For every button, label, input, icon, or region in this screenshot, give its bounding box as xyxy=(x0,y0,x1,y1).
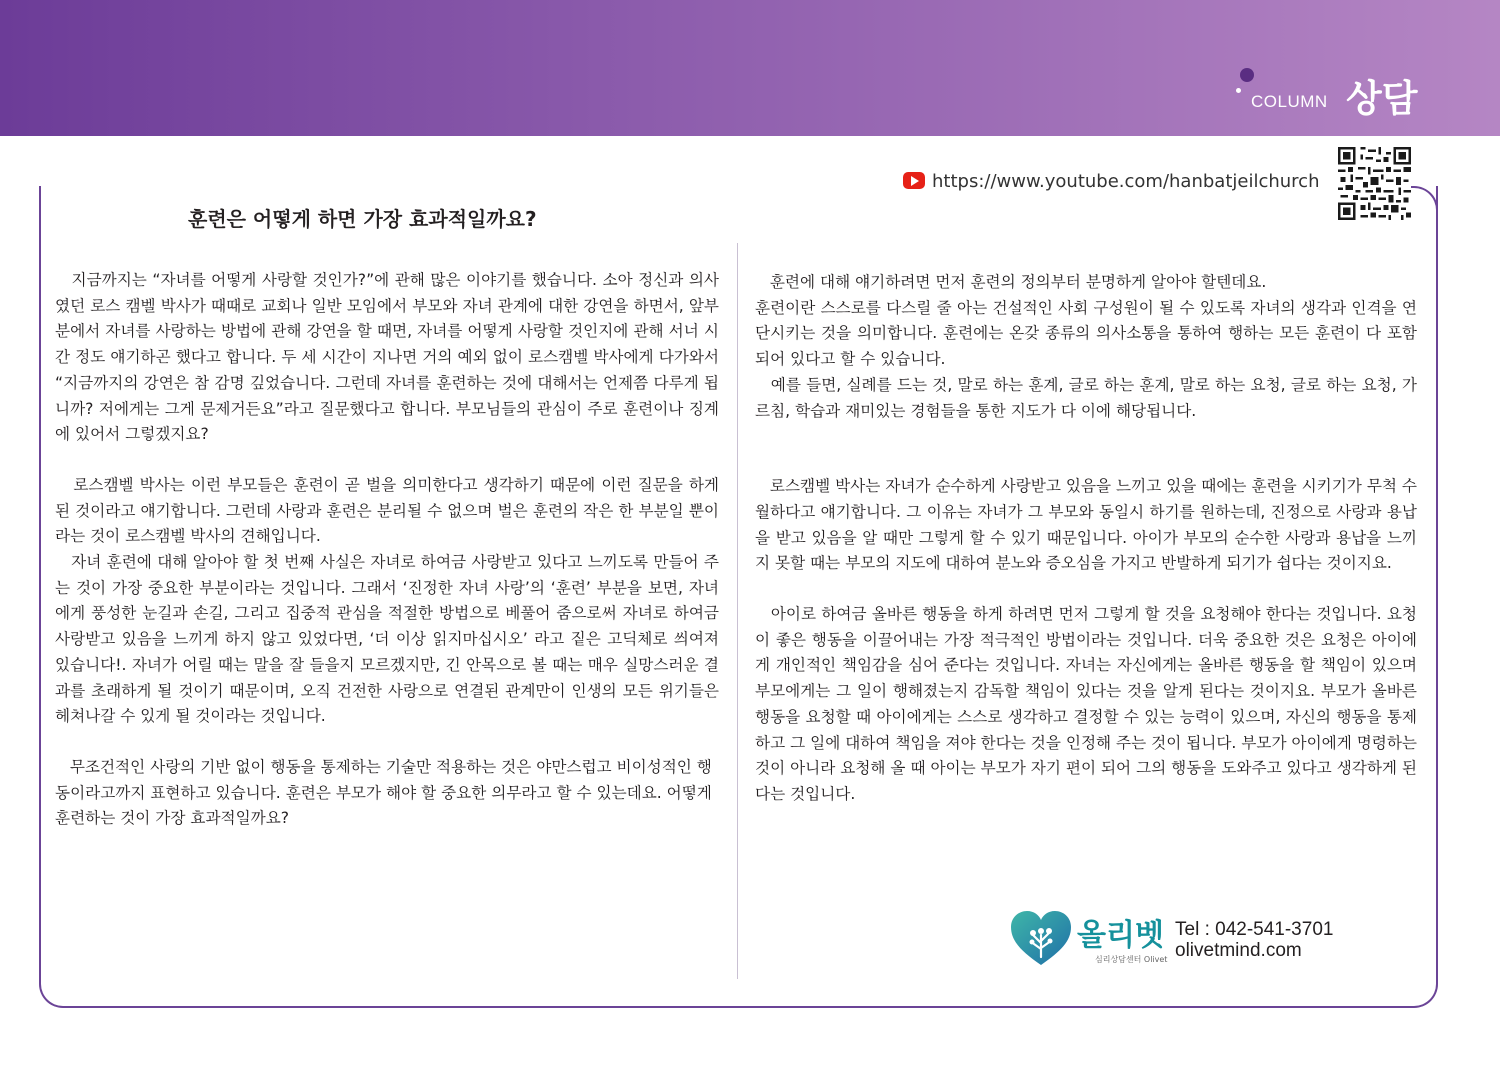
telephone-number: Tel : 042-541-3701 xyxy=(1175,919,1334,940)
olivet-logo-subtitle: 심리상담센터 Olivet xyxy=(1095,955,1168,964)
paragraph: 자녀 훈련에 대해 알아야 할 첫 번째 사실은 자녀로 하여금 사랑받고 있다고 느끼도록 만들어 주는 것이 가장 중요한 부분이라는 것입니다. 그래서 ‘진정한 자녀 사랑’의 ‘훈련’ 부분을 보면, 자녀에게 풍성한 눈길과 손길, 그리고 집중적 관심을 적절한 방법으로 베풀어 줌으로써 자녀로 하여금 사랑받고 있음을 느끼게 하지 않고 있었다면, ‘더 이상 읽지마십시오’ 라고 짙은 고딕체로 씌여져 있습니다!. 자녀가 어릴 때는 말을 잘 들을지 모르겠지만, 긴 안목으로 볼 때는 매우 실망스러운 결과를 초래하게 될 것이기 때문이며, 오직 건전한 사랑으로 연결된 관계만이 인생의 모든 위기들은 헤쳐나갈 수 있게 될 것이라는 것입니다. xyxy=(55,553,719,726)
paragraph: 예를 들면, 실례를 드는 것, 말로 하는 훈계, 글로 하는 훈계, 말로 하는 요청, 글로 하는 요청, 가르침, 학습과 재미있는 경험들을 통한 지도가 다 이에 해당됩니다. xyxy=(755,375,1417,420)
paragraph: 지금까지는 “자녀를 어떻게 사랑할 것인가?”에 관해 많은 이야기를 했습니다. 소아 정신과 의사였던 로스 캠벨 박사가 때때로 교회나 일반 모임에서 부모와 자녀 관계에 대한 강연을 하면서, 앞부분에서 자녀를 사랑하는 방법에 관해 강연을 할 때면, 자녀를 어떻게 사랑할 것인지에 관해 서너 시간 정도 얘기하곤 했다고 합니다. 두 세 시간이 지나면 거의 예외 없이 로스캠벨 박사에게 다가와서 “지금까지의 강연은 참 감명 깊었습니다. 그런데 자녀를 훈련하는 것에 대해서는 언제쯤 다루게 됩니까? 저에게는 그게 문제거든요”라고 질문했다고 합니다. 부모님들의 관심이 주로 훈련이나 징계에 있어서 그렇겠지요? xyxy=(55,271,719,444)
column-title: 상담 xyxy=(1346,77,1418,120)
youtube-play-icon xyxy=(911,176,919,186)
column-small-dot-icon xyxy=(1236,88,1241,93)
qr-code-icon xyxy=(1338,147,1411,220)
paragraph: 무조건적인 사랑의 기반 없이 행동을 통제하는 기술만 적용하는 것은 야만스럽고 비이성적인 행동이라고까지 표현하고 있습니다. 훈련은 부모가 해야 할 중요한 의무라고 할 수 있는데요. 어떻게 훈련하는 것이 가장 효과적일까요? xyxy=(55,757,712,828)
paragraph: 훈련이란 스스로를 다스릴 줄 아는 건설적인 사회 구성원이 될 수 있도록 자녀의 생각과 인격을 연단시키는 것을 의미합니다. 훈련에는 온갖 종류의 의사소통을 통하여 행하는 모든 훈련이 다 포함되어 있다고 할 수 있습니다. xyxy=(755,298,1418,369)
paragraph: 로스캠벨 박사는 자녀가 순수하게 사랑받고 있음을 느끼고 있을 때에는 훈련을 시키기가 무척 수월하다고 얘기합니다. 그 이유는 자녀가 그 부모와 동일시 하기를 원하는데, 진정으로 사랑과 용납을 받고 있음을 알 때만 그렇게 할 수 있기 때문입니다. 아이가 부모의 순수한 사랑과 용납을 느끼지 못할 때는 부모의 지도에 대하여 분노와 증오심을 가지고 반발하게 되기가 쉽다는 것이지요. xyxy=(755,477,1417,573)
left-column xyxy=(55,268,719,832)
column-divider xyxy=(737,243,738,979)
youtube-link[interactable]: https://www.youtube.com/hanbatjeilchurch xyxy=(932,171,1320,192)
article-title: 훈련은 어떻게 하면 가장 효과적일까요? xyxy=(188,207,537,231)
column-dot-icon xyxy=(1240,68,1254,82)
paragraph: 아이로 하여금 올바른 행동을 하게 하려면 먼저 그렇게 할 것을 요청해야 한다는 것입니다. 요청이 좋은 행동을 이끌어내는 가장 적극적인 방법이라는 것입니다. 더욱 중요한 것은 요청은 아이에게 개인적인 책임감을 심어 준다는 것입니다. 자녀는 자신에게는 올바른 행동을 할 책임이 있으며 부모에게는 그 일이 행해졌는지 감독할 책임이 있다는 것을 알게 된다는 것이지요. 부모가 올바른 행동을 요청할 때 아이에게는 스스로 생각하고 결정할 수 있는 능력이 있으며, 자신의 행동을 통제하고 그 일에 대하여 책임을 져야 한다는 것을 인정해 주는 것이 됩니다. 부모가 아이에게 명령하는 것이 아니라 요청해 올 때 아이는 부모가 자기 편이 되어 그의 행동을 도와주고 있다고 생각하게 된다는 것입니다. xyxy=(755,605,1417,803)
paragraph: 훈련에 대해 얘기하려면 먼저 훈련의 정의부터 분명하게 알아야 할텐데요. xyxy=(755,273,1267,291)
column-label: COLUMN xyxy=(1251,92,1328,111)
olivet-logo-text: 올리벳 xyxy=(1077,918,1164,953)
right-column xyxy=(755,270,1417,808)
website-link[interactable]: olivetmind.com xyxy=(1175,940,1302,961)
olivet-heart-logo-icon xyxy=(1011,911,1071,967)
header-banner xyxy=(0,0,1500,136)
paragraph: 로스캠벨 박사는 이런 부모들은 훈련이 곧 벌을 의미한다고 생각하기 때문에 이런 질문을 하게 된 것이라고 얘기합니다. 그런데 사랑과 훈련은 분리될 수 없으며 벌은 훈련의 작은 한 부분일 뿐이라는 것이 로스캠벨 박사의 견해입니다. xyxy=(55,475,719,546)
